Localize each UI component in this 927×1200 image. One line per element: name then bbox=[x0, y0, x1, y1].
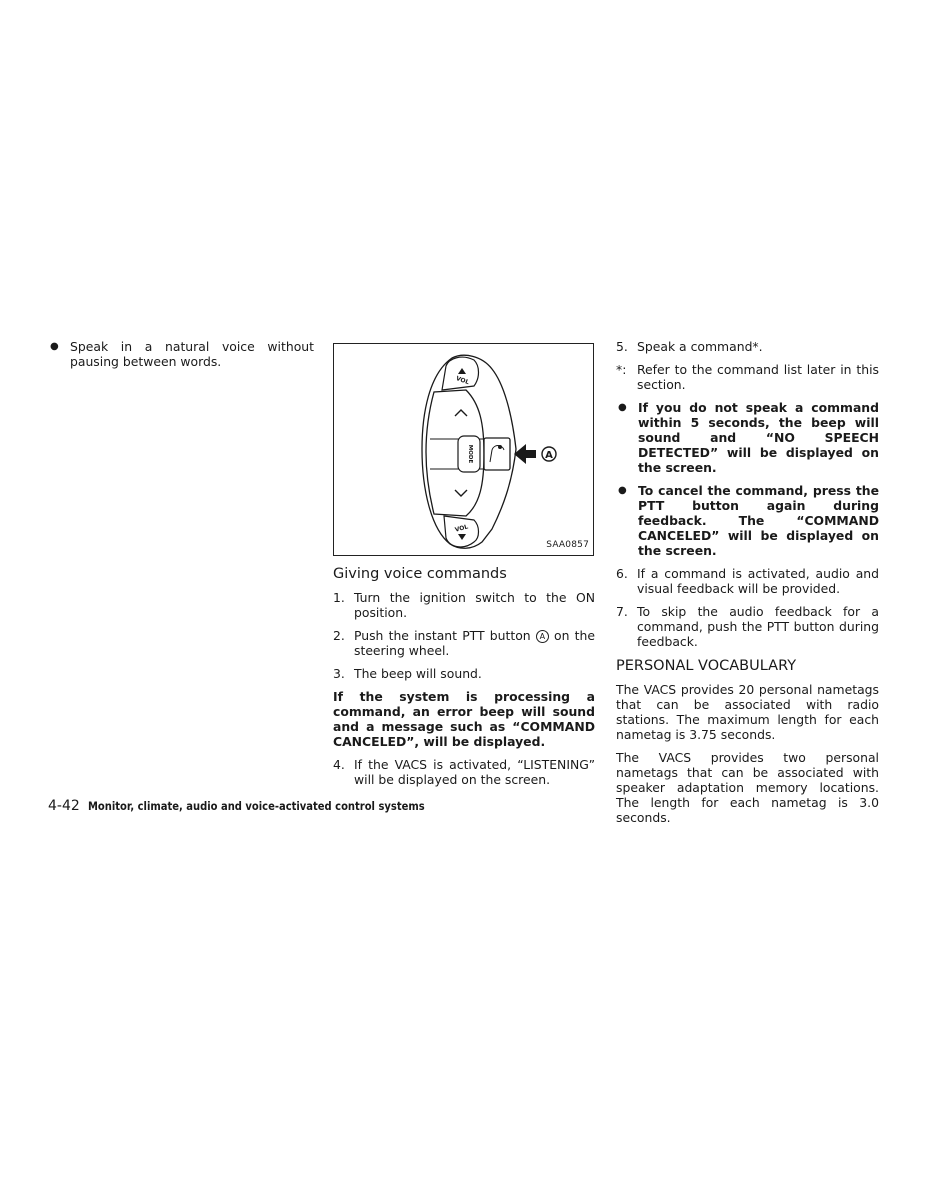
mode-label: MODE bbox=[467, 444, 473, 464]
bullet-item bbox=[616, 483, 879, 558]
step-number: 2. bbox=[333, 628, 345, 643]
bullet-text: If you do not speak a command within 5 seconds, the beep will sound and “NO SPEECH DETECTED” will be displayed on the screen. bbox=[638, 400, 879, 475]
section-heading-voice-commands: Giving voice commands bbox=[333, 566, 507, 582]
bullet-text: To cancel the command, press the PTT button again during feedback. The “COMMAND CANCELED” will be displayed on the screen. bbox=[638, 483, 879, 558]
footnote-item bbox=[616, 362, 879, 392]
bullet-item bbox=[48, 339, 314, 369]
page-footer bbox=[48, 798, 479, 814]
step-text: If a command is activated, audio and visual feedback will be provided. bbox=[637, 566, 879, 596]
step-text-part: on the steering wheel. bbox=[354, 628, 595, 658]
bullet-item bbox=[616, 400, 879, 475]
step-number: 3. bbox=[333, 666, 345, 681]
step-text: Turn the ignition switch to the ON position. bbox=[354, 590, 595, 620]
page-number: 4-42 bbox=[48, 798, 80, 814]
bullet-dot: ● bbox=[618, 402, 627, 413]
callout-letter: A bbox=[545, 450, 553, 461]
column-left bbox=[48, 339, 314, 377]
step-number: 6. bbox=[616, 566, 628, 581]
step-item bbox=[616, 604, 879, 649]
step-item bbox=[333, 757, 595, 787]
step-item bbox=[333, 590, 595, 620]
section-heading-personal-vocabulary: PERSONAL VOCABULARY bbox=[616, 658, 797, 674]
step-item bbox=[333, 628, 595, 658]
step-number: 7. bbox=[616, 604, 628, 619]
vol-up-label: VOL bbox=[454, 374, 471, 387]
step-text: The beep will sound. bbox=[354, 666, 482, 681]
paragraph: The VACS provides 20 personal nametags that can be associated with radio stations. The maximum length for each nametag is 3.75 seconds. bbox=[616, 682, 879, 742]
step-number: 4. bbox=[333, 757, 345, 772]
step-text: If the VACS is activated, “LISTENING” will be displayed on the screen. bbox=[354, 757, 595, 787]
step-number: 5. bbox=[616, 339, 628, 354]
vol-down-label: VOL bbox=[454, 523, 470, 534]
footnote-text: Refer to the command list later in this section. bbox=[637, 362, 879, 392]
bullet-dot: ● bbox=[50, 341, 59, 352]
bullet-dot: ● bbox=[618, 485, 627, 496]
figure-code: SAA0857 bbox=[546, 540, 589, 550]
step-text: To skip the audio feedback for a command, push the PTT button during feedback. bbox=[637, 604, 879, 649]
paragraph: The VACS provides two personal nametags that can be associated with speaker adaptation memory locations. The length for each nametag is 3.0 seconds. bbox=[616, 750, 879, 825]
bullet-text: Speak in a natural voice without pausing between words. bbox=[70, 339, 314, 369]
steering-switch-figure bbox=[333, 343, 594, 556]
step-number: 1. bbox=[333, 590, 345, 605]
processing-note: If the system is processing a command, an error beep will sound and a message such as “COMMAND CANCELED”, will be displayed. bbox=[333, 689, 595, 749]
footer-title: Monitor, climate, audio and voice-activated control systems bbox=[87, 799, 425, 813]
column-right bbox=[616, 339, 879, 833]
step-text: Speak a command*. bbox=[637, 339, 763, 354]
footnote-mark: *: bbox=[616, 362, 627, 377]
marker-a-icon: A bbox=[536, 630, 549, 643]
step-item bbox=[333, 666, 595, 681]
column-middle bbox=[333, 339, 595, 795]
step-text-part: Push the instant PTT button bbox=[354, 628, 531, 643]
steering-switch-illustration bbox=[334, 344, 593, 555]
step-item bbox=[616, 339, 879, 354]
step-text-with-marker bbox=[354, 628, 595, 658]
step-item bbox=[616, 566, 879, 596]
